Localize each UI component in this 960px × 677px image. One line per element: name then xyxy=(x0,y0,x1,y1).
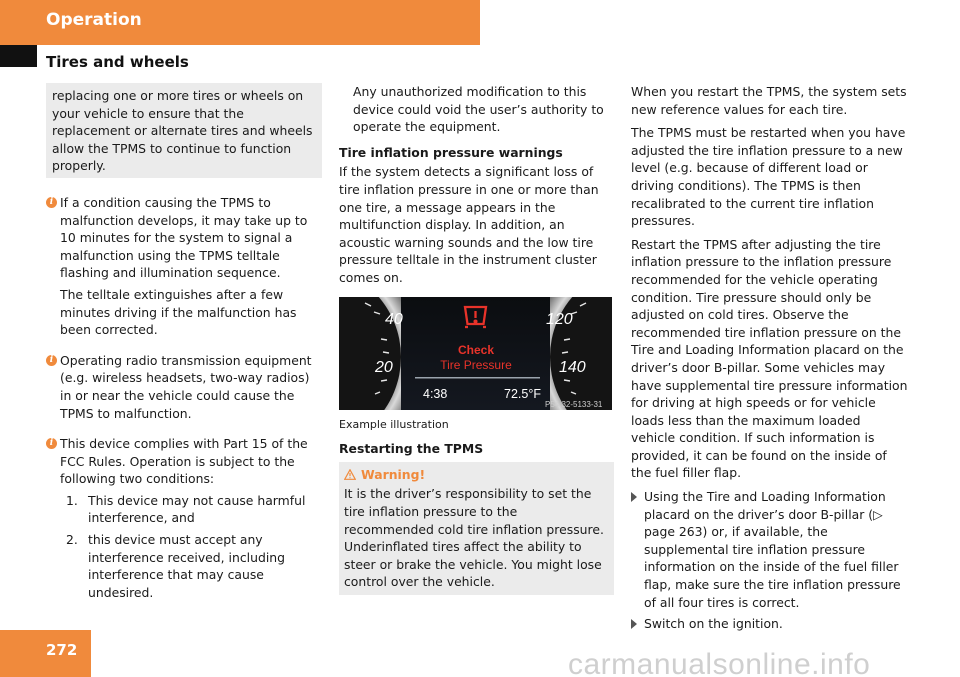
paragraph: If the system detects a significant loss of tire inflation pressure in one or more than one tire, a message appears in the multifunction display. In addition, an acoustic warning sounds and the low tire pressure telltale in the instrument cluster comes on. xyxy=(339,164,599,285)
info-note-fcc xyxy=(46,435,322,601)
page-number: 272 xyxy=(46,641,78,659)
info-note-text: Operating radio transmission equipment (e.g. wireless headsets, two-way radios) in or near the vehicle could cause the TPMS to malfunction. xyxy=(60,352,312,421)
instrument-cluster-illustration xyxy=(339,297,612,410)
info-note-text-cont: The telltale extinguishes after a few minutes driving if the malfunction has been corrected. xyxy=(60,286,297,338)
list-text: This device may not cause harmful interference, and xyxy=(88,492,306,526)
step-text: Using the Tire and Loading Information placard on the driver’s door B-pillar ( xyxy=(644,489,886,522)
info-note-text: This device complies with Part 15 of the FCC Rules. Operation is subject to the following two conditions: xyxy=(60,436,308,487)
step-ignition xyxy=(631,615,908,633)
column-2 xyxy=(339,83,614,595)
step-arrow-icon xyxy=(631,619,637,629)
paragraph: The TPMS must be restarted when you have adjusted the tire inflation pressure to a new level (e.g. because of different load or driving conditions). The TPMS is then recalibrated to the current tire inflation pressures. xyxy=(631,125,906,229)
chapter-title: Operation xyxy=(46,10,142,30)
paragraph: Restart the TPMS after adjusting the tire inflation pressure to the inflation pressure recommended for the vehicle operating condition. Tire pressure should only be adjusted on cold tires. Observe the recommended tire inflation pressure on the Tire and Loading Information placard on the driver’s door B-pillar. Some vehicles may have supplemental tire pressure information for driving at high speeds or for vehicle loads less than the maximum loaded vehicle condition. If such information is provided, it can be found on the inside of the fuel filler flap. xyxy=(631,236,908,481)
dash-speed-20: 20 xyxy=(375,358,393,376)
page-reference-link[interactable]: ▷ page 263 xyxy=(644,506,883,540)
list-item xyxy=(66,492,322,527)
warning-triangle-icon xyxy=(344,469,356,480)
column-1 xyxy=(46,83,322,608)
info-note-radio xyxy=(46,352,322,422)
continued-note-text: replacing one or more tires or wheels on your vehicle to ensure that the replacement or alternate tires and wheels allow the TPMS to continue to function properly. xyxy=(52,88,313,174)
figure-caption: Example illustration xyxy=(339,417,449,431)
warning-header xyxy=(344,466,609,484)
step-arrow-icon xyxy=(631,492,637,502)
info-icon: i xyxy=(46,438,57,449)
dash-figure-code: P54.32-5133-31 xyxy=(545,399,603,409)
step-text-cont: ) or, if available, the supplemental tire inflation pressure information on the inside of the fuel filler flap, make sure the tire inflation pressure of all four tires is correct. xyxy=(644,524,901,610)
section-marker xyxy=(0,45,37,67)
step-check-pressure xyxy=(631,488,908,611)
list-text: this device must accept any interference received, including interference that may cause undesired. xyxy=(88,532,285,600)
info-icon: i xyxy=(46,355,57,366)
dash-msg-tire: Tire Pressure xyxy=(440,357,512,372)
dash-speed-120: 120 xyxy=(546,310,573,328)
continued-text: Any unauthorized modification to this device could void the user’s authority to operate the equipment. xyxy=(353,84,604,135)
watermark: carmanualsonline.info xyxy=(568,648,871,677)
list-number: 1. xyxy=(66,492,78,508)
warning-box xyxy=(339,462,614,595)
list-item xyxy=(66,531,322,601)
instrument-cluster-svg xyxy=(339,297,612,410)
dash-time: 4:38 xyxy=(423,386,448,401)
paragraph: When you restart the TPMS, the system sets new reference values for each tire. xyxy=(631,84,907,117)
section-title: Tires and wheels xyxy=(46,53,189,71)
info-note-malfunction xyxy=(46,194,322,339)
heading-restarting-tpms: Restarting the TPMS xyxy=(339,441,484,457)
dash-speed-40: 40 xyxy=(385,310,403,328)
heading-pressure-warnings: Tire inflation pressure warnings xyxy=(339,144,563,160)
warning-title: Warning! xyxy=(361,466,426,482)
dash-speed-140: 140 xyxy=(559,358,586,376)
continued-note-box xyxy=(46,83,322,178)
dash-msg-check: Check xyxy=(457,342,495,357)
info-note-text: If a condition causing the TPMS to malfunction develops, it may take up to 10 minutes for the system to signal a malfunction using the TPMS telltale flashing and illumination sequence. xyxy=(60,194,308,281)
dash-temp: 72.5°F xyxy=(504,386,541,401)
warning-text: It is the driver’s responsibility to set the tire inflation pressure to the recommended cold tire inflation pressure. Underinflated tires affect the ability to steer or brake the vehicle. You might lose control over the vehicle. xyxy=(344,486,604,590)
list-number: 2. xyxy=(66,532,78,548)
fcc-conditions-list xyxy=(60,492,322,602)
column-3 xyxy=(631,83,908,637)
info-icon: i xyxy=(46,197,57,208)
step-text: Switch on the ignition. xyxy=(644,616,783,632)
